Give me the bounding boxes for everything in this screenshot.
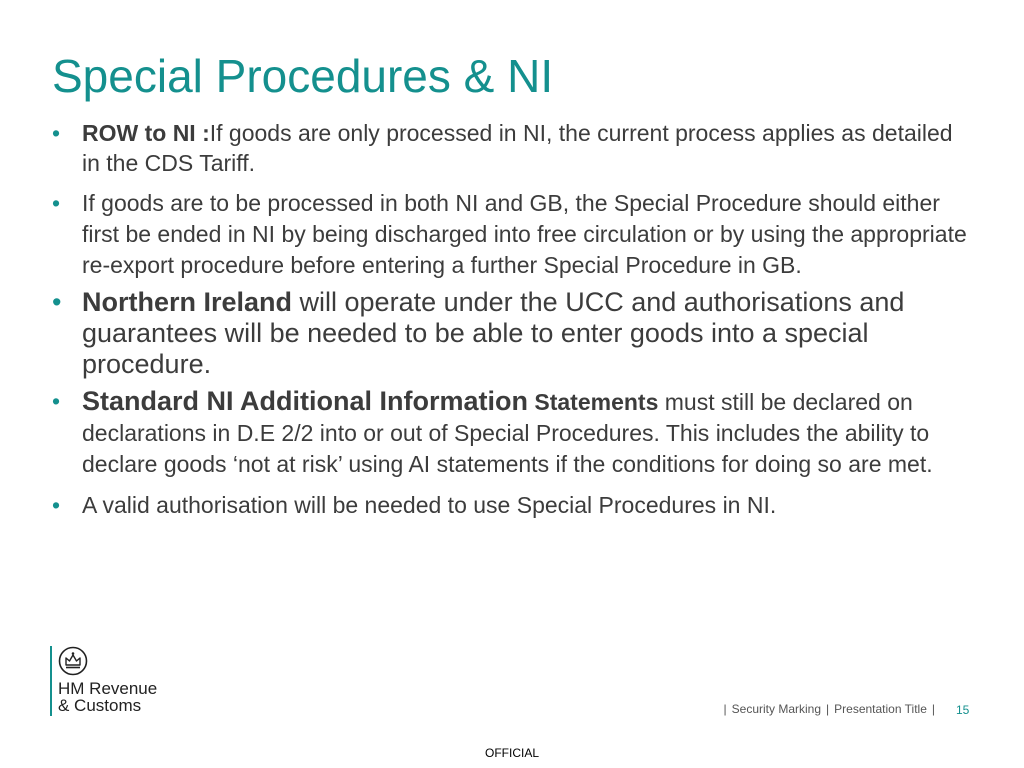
bullet-bold-lead-small: Statements: [528, 389, 659, 415]
slide-title: Special Procedures & NI: [52, 50, 554, 102]
bullet-point: •: [52, 287, 62, 317]
footer-separator: |: [931, 702, 935, 716]
bullet-text: must still be declared on declarations in D.E 2/2 into or out of Special Procedures. This includes the ability to declare goods ‘not at risk’ using AI statements if the conditions for doing so are met.: [82, 389, 933, 477]
crown-icon: [58, 646, 88, 676]
bullet-bold-lead: Standard NI Additional Information: [82, 386, 528, 416]
bullet-text: will operate under the UCC and authorisations and guarantees will be needed to be able to enter goods into a special procedure.: [82, 287, 905, 379]
bullet-row-to-ni: [52, 118, 972, 178]
bullet-text: A valid authorisation will be needed to use Special Procedures in NI.: [82, 492, 777, 518]
bullet-bold-lead: ROW to NI :: [82, 120, 210, 146]
security-marking: Security Marking: [731, 702, 822, 716]
bullet-bold-lead: Northern Ireland: [82, 287, 293, 317]
presentation-title: Presentation Title: [834, 702, 927, 716]
bullet-text: If goods are to be processed in both NI and GB, the Special Procedure should either first be ended in NI by being discharged into free circulation or by using the appropriate re-export procedure before entering a further Special Procedure in GB.: [82, 190, 967, 278]
hmrc-logo: [50, 646, 157, 716]
bullet-point: •: [52, 388, 61, 414]
logo-line-2: & Customs: [58, 696, 142, 715]
bullet-point: •: [52, 190, 61, 216]
bullet-ni-and-gb: [52, 188, 972, 281]
bullet-standard-ni-ai: [52, 386, 972, 480]
page-number: 15: [956, 703, 970, 717]
footer-separator: |: [723, 702, 727, 716]
footer-meta: [719, 702, 940, 716]
bullet-text: If goods are only processed in NI, the current process applies as detailed in the CDS Tariff.: [82, 120, 953, 176]
bullet-list: [52, 118, 972, 521]
classification-label: OFFICIAL: [484, 746, 539, 760]
bullet-point: •: [52, 492, 61, 518]
logo-line-1: HM Revenue: [58, 679, 158, 698]
footer-separator: |: [826, 702, 830, 716]
bullet-valid-authorisation: [52, 490, 972, 521]
bullet-northern-ireland: [52, 287, 972, 380]
bullet-point: •: [52, 120, 61, 146]
